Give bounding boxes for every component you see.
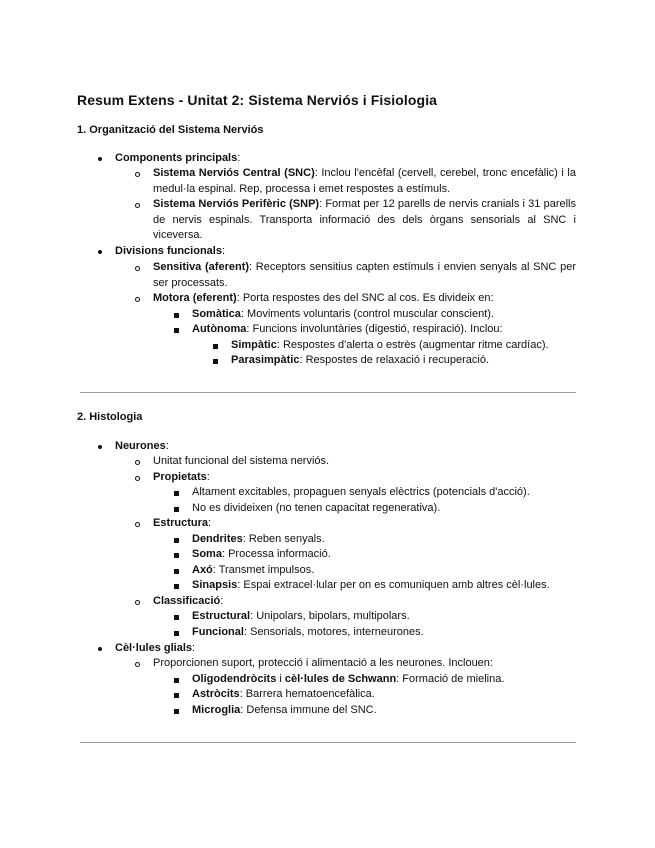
neurons-unit: Unitat funcional del sistema nerviós. [153, 455, 330, 467]
bullet-square [174, 328, 179, 333]
bullet-square [174, 584, 179, 589]
property-no-division: No es divideixen (no tenen capacitat regenerativa). [192, 502, 441, 514]
bullet-dot [98, 445, 102, 449]
bullet-circle [135, 600, 140, 605]
divisions-label: Divisions funcionals: [115, 245, 226, 257]
bullet-dot [98, 250, 102, 254]
bullet-square [174, 709, 179, 714]
bullet-dot [98, 647, 102, 651]
bullet-square [174, 678, 179, 683]
bullet-square [174, 569, 179, 574]
bullet-circle [135, 460, 140, 465]
bullet-square [174, 553, 179, 558]
classification-label: Classificació: [153, 595, 224, 607]
horizontal-divider [80, 392, 576, 393]
section-2-heading: 2. Histologia [77, 411, 143, 423]
somatic-item: Somàtica: Moviments voluntaris (control muscular conscient). [192, 308, 495, 320]
properties-label: Propietats: [153, 471, 210, 483]
bullet-circle [135, 266, 140, 271]
parasympathetic-item: Parasimpàtic: Respostes de relaxació i recuperació. [231, 354, 490, 366]
sensitive-item: Sensitiva (aferent): Receptors sensitius capten estímuls i envien senyals al SNC per ser processats. [153, 261, 576, 289]
section-1-heading: 1. Organització del Sistema Nerviós [77, 124, 264, 136]
property-excitable: Altament excitables, propaguen senyals elèctrics (potencials d'acció). [192, 486, 530, 498]
bullet-square [174, 693, 179, 698]
bullet-square [213, 344, 218, 349]
bullet-square [174, 507, 179, 512]
functional-item: Funcional: Sensorials, motores, interneurones. [192, 626, 424, 638]
bullet-circle [135, 297, 140, 302]
bullet-square [213, 359, 218, 364]
glia-intro: Proporcionen suport, protecció i alimentació a les neurones. Inclouen: [153, 657, 493, 669]
bullet-square [174, 631, 179, 636]
bullet-square [174, 491, 179, 496]
bullet-square [174, 538, 179, 543]
bullet-circle [135, 476, 140, 481]
snc-item: Sistema Nerviós Central (SNC): Inclou l'encèfal (cervell, cerebel, tronc encefàlic) i la medul·la espinal. Rep, processa i emet respostes a estímuls. [153, 167, 576, 195]
bullet-circle [135, 203, 140, 208]
structural-item: Estructural: Unipolars, bipolars, multipolars. [192, 610, 410, 622]
synapse-item: Sinapsis: Espai extracel·lular per on es comuniquen amb altres cèl·lules. [192, 579, 550, 591]
components-label: Components principals: [115, 152, 241, 164]
structure-label: Estructura: [153, 517, 212, 529]
autonomic-item: Autònoma: Funcions involuntàries (digestió, respiració). Inclou: [192, 323, 503, 335]
oligodendrocytes-item: Oligodendròcits i cèl·lules de Schwann: Formació de mielina. [192, 673, 505, 685]
glia-label: Cèl·lules glials: [115, 642, 196, 654]
bullet-dot [98, 157, 102, 161]
document-title: Resum Extens - Unitat 2: Sistema Nerviós i Fisiologia [77, 92, 438, 108]
neurons-label: Neurones: [115, 440, 169, 452]
horizontal-divider [80, 742, 576, 743]
microglia-item: Microglia: Defensa immune del SNC. [192, 704, 377, 716]
snp-item: Sistema Nerviós Perifèric (SNP): Format per 12 parells de nervis cranials i 31 parells de nervis espinals. Transporta informació des dels òrgans sensorials al SNC i viceversa. [153, 198, 576, 241]
bullet-circle [135, 522, 140, 527]
soma-item: Soma: Processa informació. [192, 548, 331, 560]
axon-item: Axó: Transmet impulsos. [192, 564, 315, 576]
bullet-circle [135, 662, 140, 667]
motor-item: Motora (eferent): Porta respostes des del SNC al cos. Es divideix en: [153, 292, 494, 304]
bullet-square [174, 615, 179, 620]
dendrites-item: Dendrites: Reben senyals. [192, 533, 325, 545]
astrocytes-item: Astròcits: Barrera hematoencefàlica. [192, 688, 375, 700]
sympathetic-item: Simpàtic: Respostes d'alerta o estrès (augmentar ritme cardíac). [231, 339, 549, 351]
bullet-circle [135, 172, 140, 177]
bullet-square [174, 313, 179, 318]
